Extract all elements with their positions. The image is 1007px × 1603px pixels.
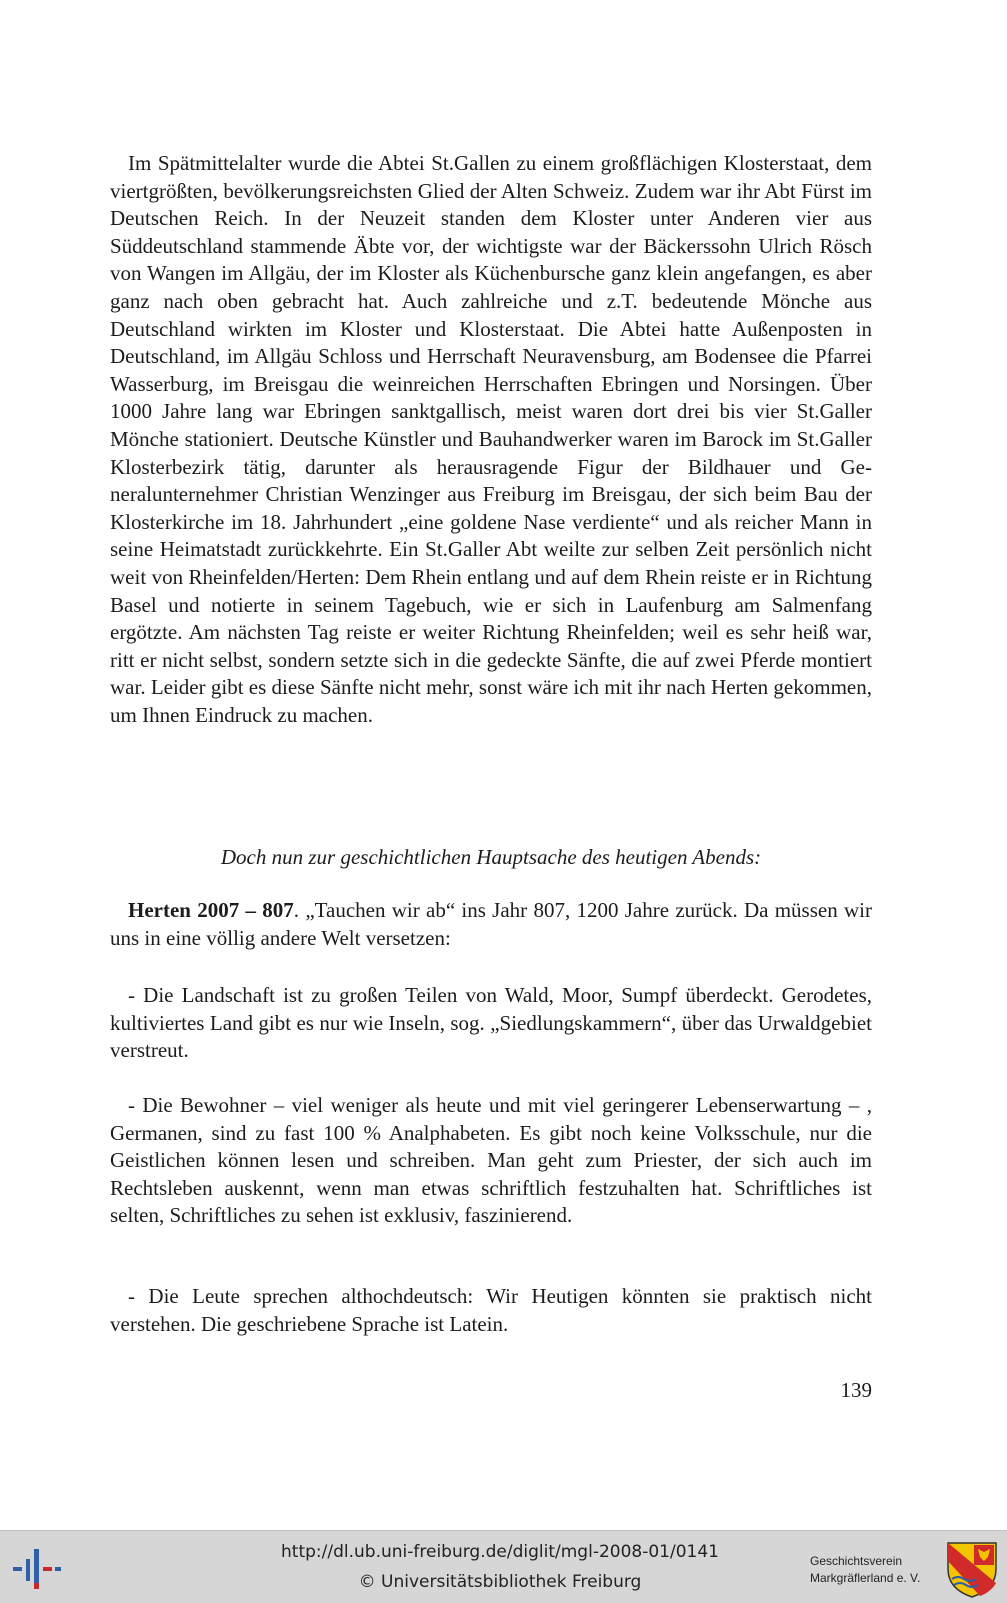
footer-url-link[interactable]: http://dl.ub.uni-freiburg.de/diglit/mgl-2008-01/0141 — [281, 1542, 719, 1562]
markgraeflerland-crest-icon[interactable] — [944, 1539, 1000, 1599]
section-heading: Doch nun zur geschichtlichen Hauptsache des heutigen Abends: — [220, 845, 762, 869]
paragraph-intro: Im Spätmittelalter wurde die Abtei St.Gallen zu einem großflächigen Klosterstaat, dem viertgrößten, bevölkerungsreichsten Glied der Alten Schweiz. Zudem war ihr Abt Fürst im Deutschen Reich. In der Neuzeit standen dem Kloster unter Anderen vier aus Süddeutschland stammende Äbte vor, der wichtigste war der Bäckerssohn Ulrich Rösch von Wangen im Allgäu, der im Kloster als Küchenbursche ganz klein angefangen, es aber ganz nach oben gebracht hat. Auch zahlreiche und z.T. bedeutende Mönche aus Deutschland wirkten im Kloster und Klosterstaat. Die Abtei hatte Außenposten in Deutschland, im Allgäu Schloss und Herrschaft Neuravensburg, am Bodensee die Pfarrei Wasserburg, im Breisgau die weinreichen Herrschaften Ebringen und Norsingen. Über 1000 Jahre lang war Ebringen sanktgallisch, meist waren dort drei bis vier St.Galler Mönche stationiert. Deutsche Künstler und Bauhandwerker waren im Barock im St.Galler Klosterbezirk tätig, darunter als herausragende Figur der Bildhauer und Generalunternehmer Christian Wenzinger aus Freiburg im Breisgau, der sich beim Bau der Klosterkirche im 18. Jahrhundert „eine goldene Nase verdiente“ und als reicher Mann in seine Heimatstadt zurückkehrte. Ein St.Galler Abt weilte zur selben Zeit persönlich nicht weit von Rheinfelden/Herten: Dem Rhein entlang und auf dem Rhein reiste er in Richtung Basel und notierte in seinem Tagebuch, wie er sich in Laufenburg am Salmenfang ergötzte. Am nächsten Tag reiste er weiter Richtung Rheinfelden; weil es sehr heiß war, ritt er nicht selbst, sondern setzte sich in die gedeckte Sänfte, die auf zwei Pferde montiert war. Leider gibt es diese Sänfte nicht mehr, sonst wäre ich mit ihr nach Herten gekommen, um Ihnen Eindruck zu machen. — [110, 151, 872, 727]
footer-links — [180, 1537, 820, 1597]
page-number: 139 — [840, 1378, 872, 1402]
list-item-landscape: - Die Landschaft ist zu großen Teilen von Wald, Moor, Sumpf überdeckt. Gerodetes, kultiviertes Land gibt es nur wie Inseln, sog. „Siedlungskammern“, über das Urwaldgebiet verstreut. — [110, 983, 872, 1063]
list-item-inhabitants: - Die Bewohner – viel weniger als heute und mit viel geringerer Lebenserwartung – , Germanen, sind zu fast 100 % Analphabeten. Es gibt noch keine Volksschule, nur die Geistlichen können lesen und schreiben. Man geht zum Priester, der sich auch im Rechtsleben auskennt, wenn man etwas schriftlich festzuhalten hat. Schriftliches ist selten, Schriftliches zu sehen ist exklusiv, faszinierend. — [110, 1093, 872, 1228]
society-name[interactable] — [810, 1553, 950, 1587]
footer-bar — [0, 1530, 1007, 1603]
paragraph-herten-lead: Herten 2007 – 807 — [128, 898, 294, 922]
paragraph-herten-text: . „Tauchen wir ab“ ins Jahr 807, 1200 Jahre zurück. Da müssen wir uns in eine völlig andere Welt versetzen: — [110, 898, 872, 950]
ub-freiburg-logo-icon[interactable] — [10, 1543, 66, 1593]
footer-copyright: © Universitätsbibliothek Freiburg — [358, 1572, 642, 1592]
society-name-line2: Markgräflerland e. V. — [810, 1571, 921, 1585]
society-name-line1: Geschichtsverein — [810, 1554, 903, 1568]
list-item-language: - Die Leute sprechen althochdeutsch: Wir Heutigen könnten sie praktisch nicht verstehen. Die geschriebene Sprache ist Latein. — [110, 1284, 872, 1336]
paragraph-herten — [110, 897, 872, 952]
